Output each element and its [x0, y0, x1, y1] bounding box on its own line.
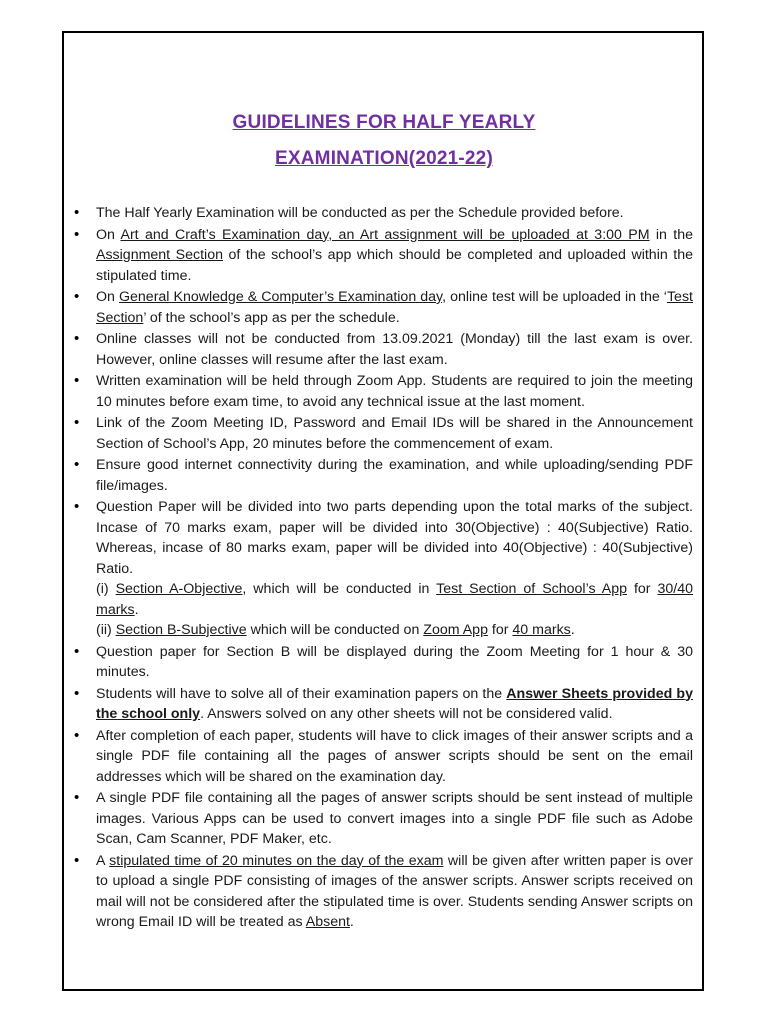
art-assignment-note: Art and Craft’s Examination day, an Art assignment will be uploaded at 3:00 PM	[120, 226, 650, 243]
guideline-item-stipulated-time	[96, 851, 693, 933]
item-text: (ii)	[96, 622, 116, 638]
guideline-item-schedule	[96, 203, 693, 224]
guideline-item-art-craft	[96, 225, 693, 287]
guideline-item-gk-computer	[96, 287, 693, 328]
guideline-item-section-b-display	[96, 642, 693, 683]
item-text: for	[627, 581, 658, 597]
zoom-app-ref: Zoom App	[423, 622, 488, 638]
item-text: (i)	[96, 581, 116, 597]
item-text: will be given after written paper is over to upload a single PDF consisting of images of the answer scripts. Answer scripts received on mail will not be considered after the stipulated time is over. Students sending Answer scripts on wrong Email ID will be treated as	[96, 852, 693, 930]
item-text: Question Paper will be divided into two parts depending upon the total marks of the subject. Incase of 70 marks exam, paper will be divided into 30(Objective) : 40(Subjective) Ratio. Whereas, incase of 80 marks exam, paper will be divided into 40(Objective) : 40(Subjective) Ratio.	[96, 499, 693, 577]
item-text: .	[134, 601, 139, 618]
guideline-item-answer-sheets	[96, 684, 693, 725]
section-b-ref: Section B-Subjective	[115, 622, 247, 638]
guideline-item-connectivity	[96, 455, 693, 496]
item-text: for	[487, 622, 513, 638]
item-text: Online classes will not be conducted from 13.09.2021 (Monday) till the last exam is over. However, online classes will resume after the last exam.	[96, 331, 693, 368]
test-section-app-ref: Test Section of School’s App	[436, 581, 627, 597]
item-text: ’ of the school’s app as per the schedule.	[143, 309, 400, 326]
test-section-ref: Test Section	[96, 289, 693, 326]
item-text: The Half Yearly Examination will be conducted as per the Schedule provided before.	[96, 205, 624, 221]
item-text: Link of the Zoom Meeting ID, Password and Email IDs will be shared in the Announcement Section of School’s App, 20 minutes before the commencement of exam.	[96, 415, 693, 452]
item-text: .	[570, 622, 575, 638]
section-b-marks: 40 marks	[512, 622, 571, 638]
item-text: Students will have to solve all of their examination papers on the	[96, 685, 507, 702]
item-text: After completion of each paper, students will have to click images of their answer scripts and a single PDF file containing all the pages of answer scripts should be sent on the email addresses which will be shared on the examination day.	[96, 727, 693, 785]
stipulated-time-ref: stipulated time of 20 minutes on the day of the exam	[109, 852, 444, 869]
guideline-item-single-pdf	[96, 788, 693, 850]
item-text: A single PDF file containing all the pages of answer scripts should be sent instead of multiple images. Various Apps can be used to convert images into a single PDF file such as Adobe Scan, Cam Scanner, PDF Maker, etc.	[96, 790, 693, 847]
item-text: Written examination will be held through Zoom App. Students are required to join the meeting 10 minutes before exam time, to avoid any technical issue at the last moment.	[96, 373, 693, 410]
absent-ref: Absent	[305, 914, 350, 930]
section-a-ref: Section A-Objective	[115, 581, 243, 597]
item-text: On	[96, 289, 119, 305]
item-text: of the school’s app which should be completed and uploaded within the stipulated time.	[96, 247, 693, 284]
guideline-item-online-classes	[96, 329, 693, 370]
item-text: which will be conducted on	[246, 622, 424, 638]
item-text: Ensure good internet connectivity during the examination, and while uploading/sending PDF file/images.	[96, 457, 693, 494]
section-a-marks: 30/40 marks	[96, 581, 693, 618]
item-text: , which will be conducted in	[242, 581, 437, 597]
assignment-section-ref: Assignment Section	[96, 247, 223, 263]
item-text: . Answers solved on any other sheets will not be considered valid.	[200, 706, 613, 722]
item-text: On	[96, 226, 121, 243]
gk-exam-day-ref: General Knowledge & Computer’s Examination day	[118, 289, 443, 305]
item-text: , online test will be uploaded in the ‘	[442, 289, 667, 305]
item-text: A	[96, 852, 110, 869]
item-text: in the	[649, 226, 693, 243]
guideline-item-submit-images	[96, 726, 693, 788]
guideline-item-zoom-exam	[96, 371, 693, 412]
page-title-line-1: GUIDELINES FOR HALF YEARLY	[232, 112, 536, 133]
item-text: Question paper for Section B will be displayed during the Zoom Meeting for 1 hour & 30 minutes.	[96, 643, 693, 680]
item-text: .	[349, 914, 354, 930]
guideline-item-question-paper	[96, 497, 693, 641]
page-title-line-2: EXAMINATION(2021-22)	[275, 148, 493, 169]
guidelines-list	[96, 203, 693, 934]
answer-sheets-emphasis: Answer Sheets provided by the school only	[96, 685, 693, 722]
guideline-item-meeting-link	[96, 413, 693, 454]
